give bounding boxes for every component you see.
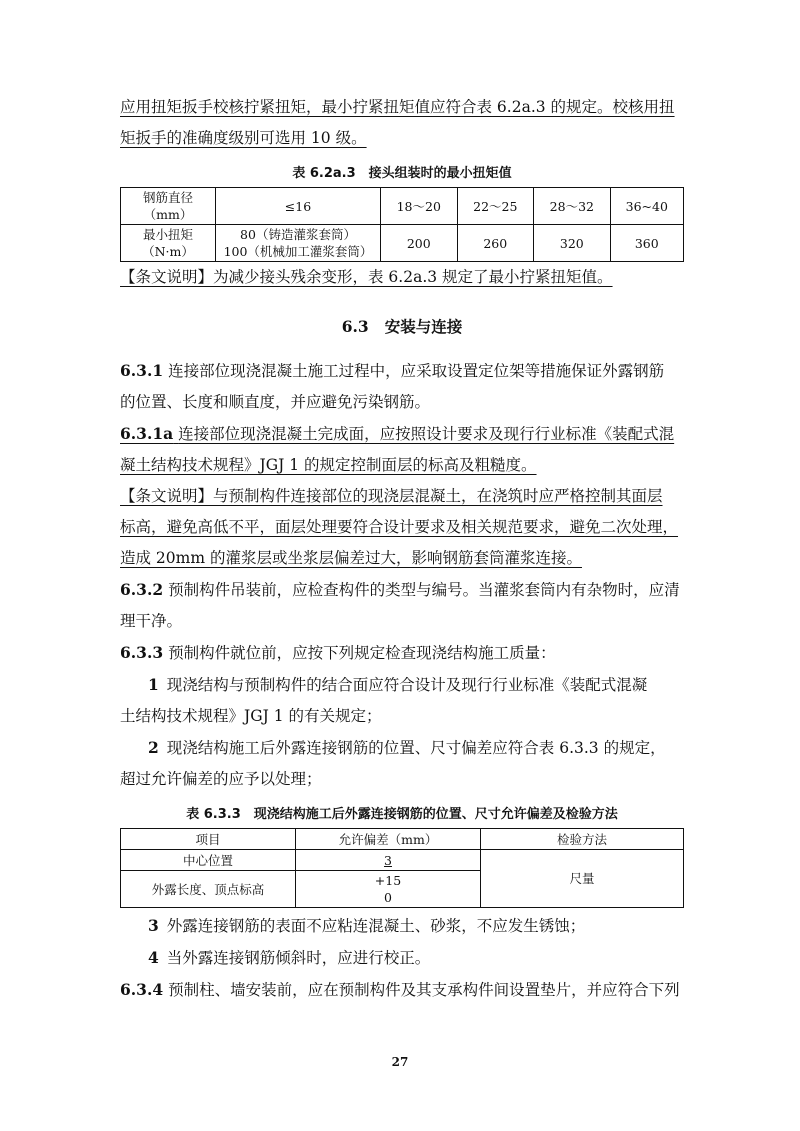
section-number: 6.3 [341,317,369,336]
item-text: 当外露连接钢筋倾斜时，应进行校正。 [166,949,431,967]
clause-6-3-1a-cont: 凝土结构技术规程》JGJ 1 的规定控制面层的标高及粗糙度。 [120,456,537,474]
table-row [121,850,684,871]
table-header: 检验方法 [481,829,684,850]
clause-text: 预制构件就位前，应按下列规定检查现浇结构施工质量： [168,644,556,662]
list-item-3 [120,910,684,942]
table-row [121,225,684,262]
clause-text: 连接部位现浇混凝土施工过程中，应采取设置定位架等措施保证外露钢筋 [168,362,665,380]
cell-text: +15 [374,873,402,888]
cell-text: 钢筋直径 [142,190,193,205]
table-header: 项目 [121,829,296,850]
table-6-2a-3-caption: 表 6.2a.3 接头组装时的最小扭矩值 [292,166,512,181]
cell-text: 最小扭矩 [142,227,193,242]
clause-number: 6.3.3 [120,643,164,662]
table-cell: 22～25 [457,188,534,225]
table-6-3-3-caption: 表 6.3.3 现浇结构施工后外露连接钢筋的位置、尺寸允许偏差及检验方法 [186,807,618,822]
clause-6-3-2 [120,574,684,606]
cell-text: （mm） [143,207,193,222]
cell-text: 80（铸造灌浆套筒） [240,227,356,242]
table-cell: 200 [381,225,458,262]
note-2-line-3: 造成 20mm 的灌浆层或坐浆层偏差过大，影响钢筋套筒灌浆连接。 [120,549,582,567]
list-item-2 [120,732,684,764]
table-cell: 360 [610,225,683,262]
clause-6-3-3 [120,637,684,669]
clause-text: 预制构件吊装前，应检查构件的类型与编号。当灌浆套筒内有杂物时，应清 [168,581,680,599]
item-number: 1 [148,675,159,694]
item-text: 外露连接钢筋的表面不应粘连混凝土、砂浆，不应发生锈蚀； [166,917,586,935]
table-cell [121,225,216,262]
table-cell: 260 [457,225,534,262]
note-2-line-1: 【条文说明】与预制构件连接部位的现浇层混凝土，在浇筑时应严格控制其面层 [120,487,663,505]
table-cell [296,850,481,871]
table-cell [121,188,216,225]
page-content [120,92,684,1006]
table-row [121,188,684,225]
table-cell: 18～20 [381,188,458,225]
note-2-line-2: 标高，避免高低不平，面层处理要符合设计要求及相关规范要求，避免二次处理， [120,518,679,536]
intro-line-2: 矩扳手的准确度级别可选用 10 级。 [120,129,367,147]
page-number: 27 [391,1055,409,1069]
list-item-4 [120,942,684,974]
item-text: 现浇结构与预制构件的结合面应符合设计及现行行业标准《装配式混凝 [166,676,648,694]
table-6-2a-3 [120,187,684,262]
item-text: 现浇结构施工后外露连接钢筋的位置、尺寸偏差应符合表 6.3.3 的规定， [166,739,666,757]
table-header-row [121,829,684,850]
item-number: 4 [148,948,159,967]
cell-text: （N·m） [142,244,194,259]
clause-6-3-4 [120,974,684,1006]
note-1: 【条文说明】为减少接头残余变形，表 6.2a.3 规定了最小拧紧扭矩值。 [120,268,613,286]
table-cell: 中心位置 [121,850,296,871]
clause-6-3-1 [120,355,684,387]
cell-text: 0 [384,890,392,905]
section-heading [120,315,684,337]
table-cell: 36~40 [610,188,683,225]
table-header: 允许偏差（mm） [296,829,481,850]
list-item-1 [120,669,684,701]
list-item-1-cont: 土结构技术规程》JGJ 1 的有关规定； [120,707,382,725]
table-cell: 320 [534,225,611,262]
table-6-3-3 [120,828,684,908]
clause-6-3-1a [120,418,684,450]
item-number: 2 [148,738,159,757]
section-title: 安装与连接 [384,317,463,336]
cell-text: 3 [384,852,392,868]
table-cell: 28～32 [534,188,611,225]
clause-number: 6.3.2 [120,580,164,599]
clause-text: 预制柱、墙安装前，应在预制构件及其支承构件间设置垫片，并应符合下列 [168,981,680,999]
list-item-2-cont: 超过允许偏差的应予以处理； [120,770,322,788]
table-cell: ≤16 [216,188,381,225]
clause-number: 6.3.4 [120,980,164,999]
clause-6-3-1-cont: 的位置、长度和顺直度，并应避免污染钢筋。 [120,393,431,411]
cell-text: 100（机械加工灌浆套筒） [223,244,373,259]
clause-6-3-2-cont: 理干净。 [120,612,183,630]
intro-line-1: 应用扭矩扳手校核拧紧扭矩，最小拧紧扭矩值应符合表 6.2a.3 的规定。校核用扭 [120,98,675,116]
clause-text: 连接部位现浇混凝土完成面，应按照设计要求及现行行业标准《装配式混 [178,425,675,443]
clause-number: 6.3.1a [120,424,174,443]
table-cell [216,225,381,262]
table-cell: 尺量 [481,850,684,908]
clause-number: 6.3.1 [120,361,164,380]
table-cell: 外露长度、顶点标高 [121,871,296,908]
table-cell [296,871,481,908]
item-number: 3 [148,916,159,935]
